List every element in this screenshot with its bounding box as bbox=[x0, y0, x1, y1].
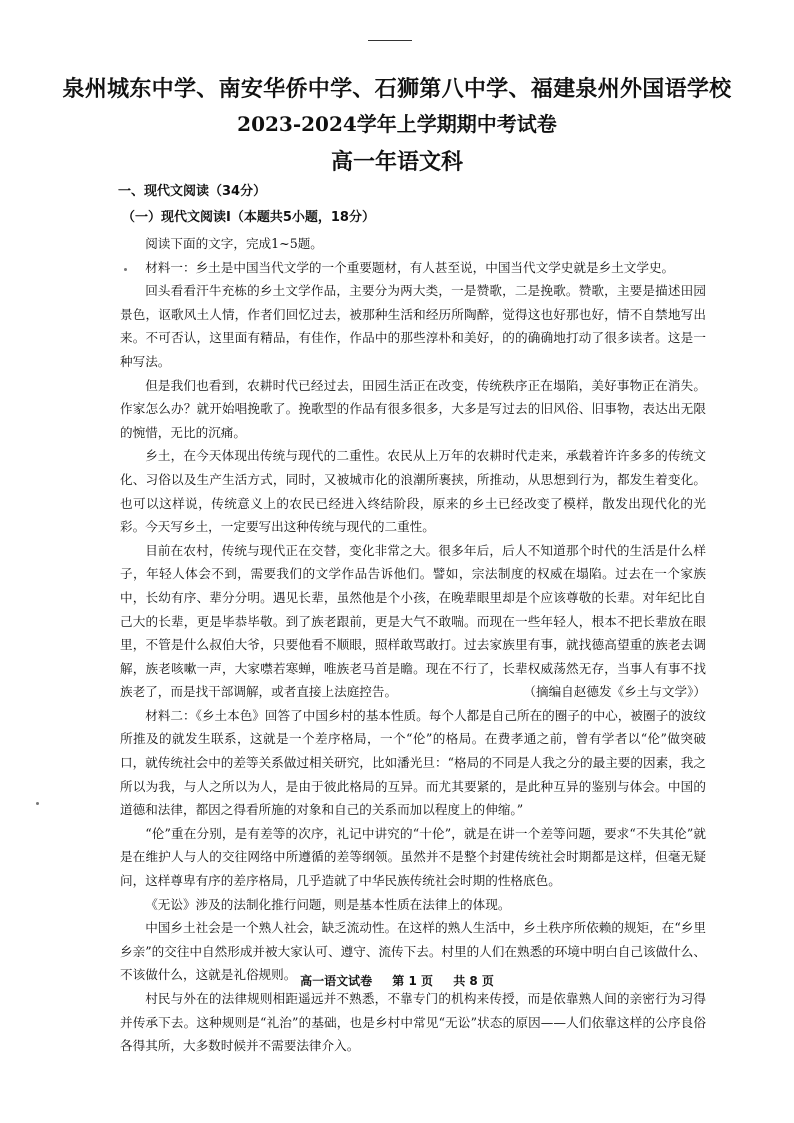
page-footer bbox=[0, 972, 794, 989]
footer-page-number: 第 1 页 bbox=[392, 974, 433, 988]
paragraph: “伦”重在分别，是有差等的次序，礼记中讲究的“十伦”，就是在讲一个差等问题，要求“不失其伦”就是在维护人与人的交往网络中所遵循的差等纲领。虽然并不是整个封建传统社会时期都是这样，但毫无疑问，这样尊卑有序的差序格局，几乎造就了中华民族传统社会时期的性格底色。 bbox=[120, 825, 706, 889]
paragraph: 材料一：乡土是中国当代文学的一个重要题材，有人甚至说，中国当代文学史就是乡土文学史。 bbox=[145, 259, 675, 275]
footer-paper-name: 高一语文试卷 bbox=[300, 974, 373, 988]
scan-speck bbox=[124, 268, 127, 271]
paragraph: 乡土，在今天体现出传统与现代的二重性。农民从上万年的农耕时代走来，承载着许许多多的传统文化、习俗以及生产生活方式，同时，又被城市化的浪潮所裹挟，所推动，从思想到行为，都发生着变化。也可以这样说，传统意义上的农民已经进入终结阶段，原来的乡土已经改变了模样，散发出现代化的光彩。今天写乡土，一定要写出这种传统与现代的二重性。 bbox=[120, 448, 706, 535]
paragraph: 中国乡土社会是一个熟人社会，缺乏流动性。在这样的熟人生活中，乡土秩序所依赖的规矩，在“乡里乡亲”的交往中自然形成并被大家认可、遵守、流传下去。村里的人们在熟悉的环境中明白自己该做什么、不该做什么，这就是礼俗规则。 bbox=[120, 920, 706, 983]
top-rule bbox=[368, 40, 412, 42]
scan-speck bbox=[36, 802, 39, 805]
school-names-title: 泉州城东中学、南安华侨中学、石狮第八中学、福建泉州外国语学校 bbox=[62, 76, 732, 102]
footer-total-pages: 共 8 页 bbox=[453, 974, 494, 988]
source-citation: （摘编自赵德发《乡土与文学》） bbox=[523, 684, 706, 700]
reading-passage bbox=[120, 232, 706, 1058]
exam-title: 2023-2024学年上学期期中考试卷 bbox=[237, 112, 557, 136]
paragraph: 材料二：《乡土本色》回答了中国乡村的基本性质。每个人都是自己所在的圈子的中心，被圈子的波纹所推及的就发生联系，这就是一个差序格局，一个“伦”的格局。在费孝通之前，曾有学者以“伦”做突破口，就传统社会中的差等关系做过相关研究，比如潘光旦：“格局的不同是人我之分的最主要的因素，我之所以为我，与人之所以为人，是由于彼此格局的互异。而尤其要紧的，是此种互异的鉴别与体会。中国的道德和法律，都因之得看所施的对象和自己的关系而加以程度上的伸缩。” bbox=[120, 707, 706, 818]
paragraph: 村民与外在的法律规则相距遥远并不熟悉，不靠专门的机构来传授，而是依靠熟人间的亲密行为习得并传承下去。这种规则是“礼治”的基础，也是乡村中常见“无讼”状态的原因——人们依靠这样的公序良俗各得其所，大多数时候并不需要法律介入。 bbox=[120, 991, 706, 1054]
section-heading: 一、现代文阅读（34分） bbox=[118, 184, 267, 199]
paragraph: 但是我们也看到，农耕时代已经过去，田园生活正在改变，传统秩序正在塌陷，美好事物正在消失。作家怎么办？就开始唱挽歌了。挽歌型的作品有很多很多，大多是写过去的旧风俗、旧事物，表达出无限的惋惜，无比的沉痛。 bbox=[120, 377, 706, 440]
instruction: 阅读下面的文字，完成1~5题。 bbox=[145, 236, 323, 251]
subject-title: 高一年语文科 bbox=[330, 149, 463, 175]
paragraph: 《无讼》涉及的法制化推行问题，则是基本性质在法律上的体现。 bbox=[145, 896, 511, 912]
paragraph: 目前在农村，传统与现代正在交替，变化非常之大。很多年后，后人不知道那个时代的生活是什么样子，年轻人体会不到，需要我们的文学作品告诉他们。譬如，宗法制度的权威在塌陷。过去在一个家族中，长幼有序、辈分分明。遇见长辈，虽然他是个小孩，在晚辈眼里却是个应该尊敬的长辈。对年纪比自己大的长辈，更是毕恭毕敬。到了族老跟前，更是大气不敢喘。而现在一些年轻人，根本不把长辈放在眼里，不管是什么叔伯大爷，只要他看不顺眼，照样敢骂敢打。过去家族里有事，就找德高望重的族老去调解，族老咳嗽一声，大家噤若寒蝉，唯族老马首是瞻。现在不行了，长辈权威荡然无存，当事人有事不找族老了，而是找干部调解，或者直接上法庭控告。 bbox=[120, 542, 706, 700]
paragraph: 回头看看汗牛充栋的乡土文学作品，主要分为两大类，一是赞歌，二是挽歌。赞歌，主要是描述田园景色，讴歌风土人情，作者们回忆过去，被那种生活和经历所陶醉，觉得这也好那也好，情不自禁地写出来。不可否认，这里面有精品，有佳作，作品中的那些淳朴和美好，的的确确地打动了很多读者。这是一种写法。 bbox=[120, 283, 706, 369]
subsection-heading: （一）现代文阅读Ⅰ（本题共5小题，18分） bbox=[122, 210, 375, 225]
